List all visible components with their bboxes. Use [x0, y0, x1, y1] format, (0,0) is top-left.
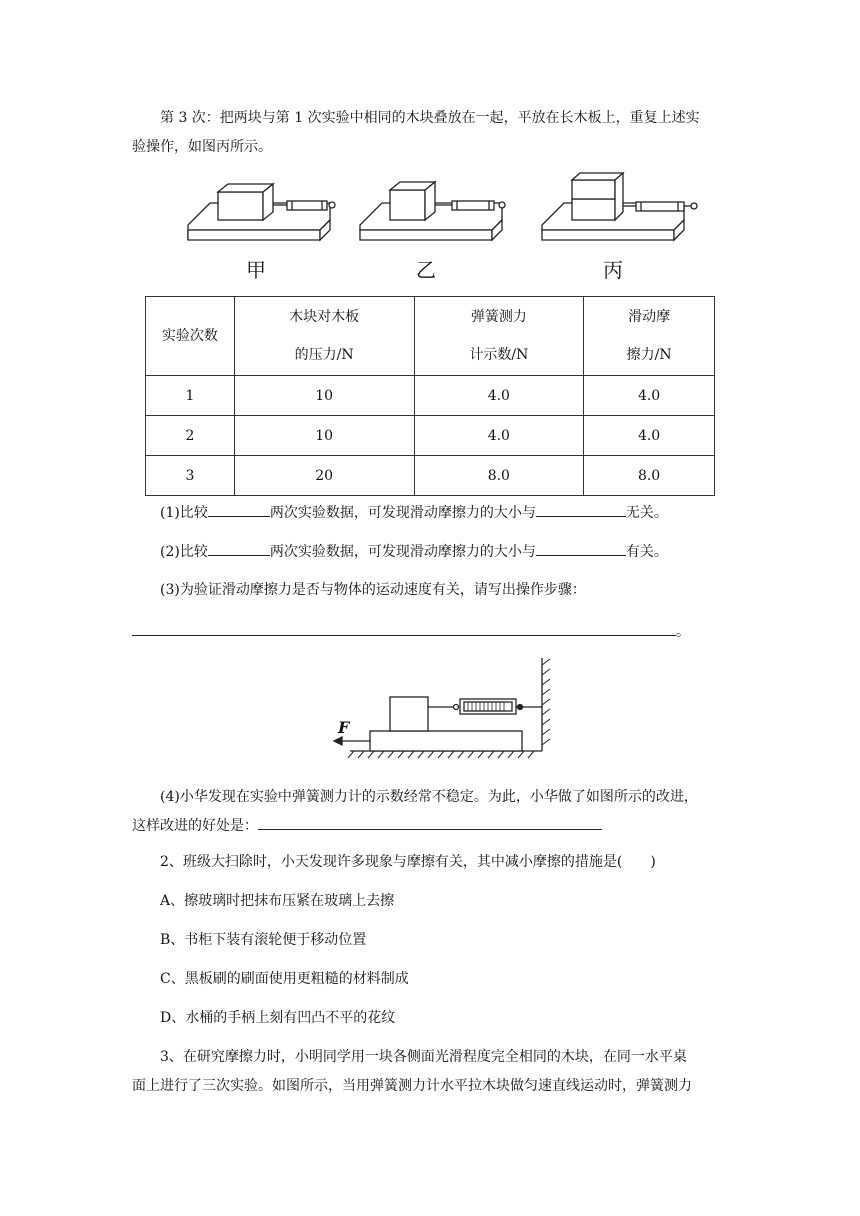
table-cell: 4.0 — [414, 376, 584, 416]
table-header-row — [146, 297, 715, 376]
q1-prefix: (1)比较 — [160, 505, 208, 521]
figure-label-bing: 丙 — [603, 258, 623, 282]
table-cell: 8.0 — [584, 456, 715, 496]
table-cell: 8.0 — [414, 456, 584, 496]
table-header-cell: 弹簧测力 计示数/N — [414, 297, 584, 376]
q3-end: 。 — [676, 624, 690, 640]
q2-middle: 两次实验数据，可发现滑动摩擦力的大小与 — [269, 544, 536, 560]
table-row — [146, 456, 715, 496]
table-header-cell: 滑动摩 擦力/N — [584, 297, 715, 376]
intro-line-2: 验操作，如图丙所示。 — [132, 139, 272, 155]
question-2-option-c: C、黑板刷的刷面使用更粗糙的材料制成 — [160, 971, 409, 987]
question-3-line: (3)为验证滑动摩擦力是否与物体的运动速度有关，请写出操作步骤： — [160, 582, 586, 598]
table-cell: 10 — [234, 416, 414, 456]
table-row — [146, 376, 715, 416]
question-3-line-2: 面上进行了三次实验。如图所示，当用弹簧测力计水平拉木块做匀速直线运动时，弹簧测力 — [132, 1078, 692, 1094]
answer-blank[interactable] — [536, 501, 626, 517]
question-2-stem: 2、班级大扫除时，小天发现许多现象与摩擦有关，其中减小摩擦的措施是( ) — [160, 854, 656, 870]
q2-suffix: 有关。 — [625, 544, 668, 560]
figure-label-yi: 乙 — [416, 258, 436, 282]
question-2-line — [160, 540, 668, 562]
answer-blank[interactable] — [132, 620, 676, 636]
setup-jia — [188, 184, 335, 240]
table-cell: 10 — [234, 376, 414, 416]
question-1-line — [160, 501, 668, 523]
q2-prefix: (2)比较 — [160, 544, 208, 560]
table-cell: 4.0 — [414, 416, 584, 456]
figure-label-jia: 甲 — [246, 258, 266, 282]
q1-middle: 两次实验数据，可发现滑动摩擦力的大小与 — [269, 505, 536, 521]
table-header-cell: 木块对木板 的压力/N — [234, 297, 414, 376]
answer-blank[interactable] — [258, 814, 602, 830]
q1-suffix: 无关。 — [625, 505, 668, 521]
table-cell: 1 — [146, 376, 235, 416]
setup-bing — [542, 173, 697, 240]
q4-prefix: 这样改进的好处是： — [132, 818, 258, 834]
question-4-line-1: (4)小华发现在实验中弹簧测力计的示数经常不稳定。为此，小华做了如图所示的改进， — [160, 789, 698, 805]
table-cell: 4.0 — [584, 376, 715, 416]
question-2-option-a: A、擦玻璃时把抹布压紧在玻璃上去擦 — [160, 893, 395, 909]
table-cell: 3 — [146, 456, 235, 496]
table-cell: 4.0 — [584, 416, 715, 456]
table-row — [146, 416, 715, 456]
answer-blank[interactable] — [208, 501, 270, 517]
setup-yi — [360, 182, 505, 240]
answer-blank[interactable] — [208, 540, 270, 556]
experiment-figure-1 — [180, 170, 720, 250]
table-header-cell: 实验次数 — [146, 297, 235, 376]
experiment-data-table — [145, 296, 715, 496]
table-cell: 20 — [234, 456, 414, 496]
experiment-figure-2 — [330, 655, 560, 760]
question-4-line-2 — [132, 814, 602, 836]
question-3-line-1: 3、在研究摩擦力时，小明同学用一块各侧面光滑程度完全相同的木块，在同一水平桌 — [160, 1049, 687, 1065]
question-3-answer-line — [132, 620, 690, 642]
force-label: F — [338, 718, 350, 737]
answer-blank[interactable] — [536, 540, 626, 556]
table-cell: 2 — [146, 416, 235, 456]
question-2-option-b: B、书柜下装有滚轮便于移动位置 — [160, 932, 367, 948]
intro-line-1: 第 3 次：把两块与第 1 次实验中相同的木块叠放在一起，平放在长木板上，重复上述实 — [160, 110, 700, 126]
question-2-option-d: D、水桶的手柄上刻有凹凸不平的花纹 — [160, 1010, 396, 1026]
